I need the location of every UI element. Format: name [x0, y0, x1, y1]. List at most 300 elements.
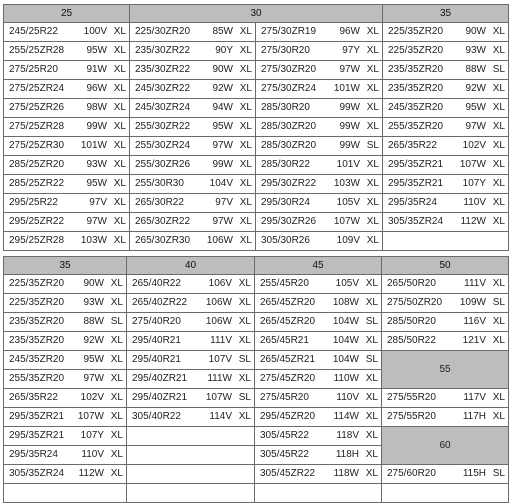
- load-speed-index: 106W: [205, 297, 232, 308]
- tire-size-cell: [4, 80, 130, 99]
- tire-size: 275/55R20: [387, 392, 436, 403]
- load-type: SL: [238, 354, 251, 365]
- load-speed-index: 101W: [333, 83, 360, 94]
- load-type: XL: [239, 121, 252, 132]
- load-speed-index: 104W: [332, 354, 359, 365]
- load-speed-index: 107V: [208, 354, 232, 365]
- tire-size: 265/35R22: [388, 140, 437, 151]
- tire-size: 255/35ZR20: [388, 121, 444, 132]
- load-type: XL: [110, 335, 123, 346]
- tire-size-cell: [4, 23, 130, 42]
- tire-size: 275/30ZR24: [261, 83, 317, 94]
- tire-size-cell: [4, 232, 130, 251]
- tire-size: 255/30ZR26: [135, 159, 191, 170]
- load-type: XL: [239, 26, 252, 37]
- load-speed-index: 93W: [83, 297, 104, 308]
- bottom-size-table: [3, 256, 509, 503]
- load-type: XL: [110, 392, 123, 403]
- tire-size: 275/25R20: [9, 64, 58, 75]
- load-speed-index: 110V: [81, 449, 104, 460]
- load-speed-index: 118W: [333, 468, 359, 479]
- table-row: [4, 294, 509, 313]
- load-speed-index: 99W: [86, 121, 107, 132]
- tire-size-cell: [255, 408, 382, 427]
- tire-size: 275/25ZR30: [9, 140, 65, 151]
- tire-size-cell: [127, 351, 255, 370]
- load-speed-index: 109W: [459, 297, 486, 308]
- tire-size: 265/50R20: [387, 278, 436, 289]
- tire-size-cell: [4, 156, 130, 175]
- load-type: XL: [113, 26, 126, 37]
- tire-size: 225/35ZR20: [388, 45, 444, 56]
- load-type: XL: [110, 430, 123, 441]
- tire-size-cell: [255, 275, 382, 294]
- tire-size: 285/30R22: [261, 159, 310, 170]
- load-type: XL: [238, 411, 251, 422]
- tire-size-cell: [4, 389, 127, 408]
- tire-size-cell: [4, 61, 130, 80]
- load-type: XL: [492, 411, 505, 422]
- tire-size: 275/40R20: [132, 316, 181, 327]
- tire-size-cell: [127, 446, 255, 465]
- load-type: SL: [366, 140, 379, 151]
- tire-size: 305/45ZR22: [260, 468, 316, 479]
- tire-size-cell: [4, 313, 127, 332]
- tire-size: 275/30ZR19: [261, 26, 317, 37]
- tire-size-cell: [256, 61, 383, 80]
- header-aspect-40: 40: [127, 257, 255, 275]
- tire-size-cell: [4, 194, 130, 213]
- load-speed-index: 95W: [212, 121, 233, 132]
- tire-size: 295/25R22: [9, 197, 58, 208]
- table-row: [4, 427, 509, 446]
- tire-size: 285/30R20: [261, 102, 310, 113]
- tire-size-cell: [130, 118, 256, 137]
- load-type: XL: [365, 449, 378, 460]
- load-type: SL: [110, 316, 123, 327]
- load-speed-index: 111V: [210, 335, 232, 346]
- load-speed-index: 85W: [212, 26, 233, 37]
- tire-size: 235/35ZR20: [9, 316, 65, 327]
- tire-size-cell: [127, 370, 255, 389]
- tire-size: 275/55R20: [387, 411, 436, 422]
- load-type: SL: [492, 297, 505, 308]
- tire-size-cell: [256, 137, 383, 156]
- tire-size-cell: [4, 137, 130, 156]
- load-speed-index: 90W: [465, 26, 486, 37]
- tire-size-cell: [382, 332, 509, 351]
- tire-size-cell: [4, 446, 127, 465]
- header-aspect-35: 35: [4, 257, 127, 275]
- tire-size-cell: [255, 427, 382, 446]
- load-type: XL: [239, 216, 252, 227]
- load-type: XL: [492, 278, 505, 289]
- tire-size-cell: [4, 332, 127, 351]
- load-speed-index: 111V: [464, 278, 486, 289]
- tire-size-cell: [383, 42, 509, 61]
- load-type: XL: [239, 83, 252, 94]
- load-speed-index: 95W: [86, 178, 107, 189]
- tire-size-cell: [256, 156, 383, 175]
- tire-size: 295/35ZR21: [388, 159, 444, 170]
- tire-size-cell: [255, 465, 382, 484]
- load-speed-index: 88W: [83, 316, 104, 327]
- load-speed-index: 99W: [339, 102, 360, 113]
- table-row: [4, 23, 509, 42]
- load-type: XL: [366, 197, 379, 208]
- load-type: XL: [110, 373, 123, 384]
- tire-size: 285/30ZR20: [261, 140, 317, 151]
- load-type: XL: [238, 373, 251, 384]
- tire-size-cell: [382, 294, 509, 313]
- load-speed-index: 100V: [83, 26, 107, 37]
- tire-size: 265/30R22: [135, 197, 184, 208]
- load-type: XL: [239, 178, 252, 189]
- load-type: SL: [492, 64, 505, 75]
- load-speed-index: 90W: [212, 64, 233, 75]
- tire-size-cell: [383, 61, 509, 80]
- tire-size-cell: [127, 275, 255, 294]
- load-type: XL: [492, 26, 505, 37]
- load-speed-index: 115H: [462, 468, 486, 479]
- tire-size: 295/30ZR26: [261, 216, 317, 227]
- table-row: [4, 332, 509, 351]
- load-speed-index: 91W: [86, 64, 107, 75]
- tire-size: 285/50R20: [387, 316, 436, 327]
- tire-size: 235/35ZR20: [388, 64, 444, 75]
- load-speed-index: 101V: [336, 159, 360, 170]
- tire-size-cell: [4, 351, 127, 370]
- load-speed-index: 92W: [465, 83, 486, 94]
- table-row: [4, 99, 509, 118]
- load-speed-index: 97W: [339, 64, 360, 75]
- load-type: XL: [365, 430, 378, 441]
- load-type: XL: [366, 235, 379, 246]
- load-type: XL: [366, 121, 379, 132]
- tire-size: 305/30R26: [261, 235, 310, 246]
- tire-size: 295/35R24: [9, 449, 58, 460]
- tire-size: 305/35ZR24: [388, 216, 444, 227]
- load-speed-index: 112W: [460, 216, 486, 227]
- tire-size-cell: [382, 408, 509, 427]
- load-speed-index: 103W: [80, 235, 107, 246]
- load-type: XL: [365, 373, 378, 384]
- tire-size: 265/45R21: [260, 335, 309, 346]
- load-speed-index: 93W: [465, 45, 486, 56]
- load-type: XL: [110, 354, 123, 365]
- load-speed-index: 97W: [86, 216, 107, 227]
- load-type: XL: [366, 64, 379, 75]
- tire-size: 305/45R22: [260, 430, 309, 441]
- tire-size: 295/35R24: [388, 197, 437, 208]
- load-type: XL: [110, 297, 123, 308]
- load-speed-index: 116V: [463, 316, 486, 327]
- load-type: XL: [492, 392, 505, 403]
- load-type: SL: [365, 354, 378, 365]
- load-type: XL: [366, 102, 379, 113]
- load-speed-index: 97V: [215, 197, 233, 208]
- tire-size-cell: [382, 389, 509, 408]
- load-speed-index: 114V: [209, 411, 232, 422]
- load-speed-index: 105V: [336, 197, 360, 208]
- tire-size-cell: [255, 313, 382, 332]
- load-type: SL: [365, 316, 378, 327]
- tire-size-cell: [4, 42, 130, 61]
- tire-size-cell: [4, 213, 130, 232]
- load-type: XL: [113, 197, 126, 208]
- load-type: XL: [492, 335, 505, 346]
- tire-size-cell: [383, 99, 509, 118]
- tire-size: 275/30ZR20: [261, 64, 317, 75]
- load-type: XL: [366, 26, 379, 37]
- tire-size-cell: [382, 465, 509, 484]
- load-speed-index: 121V: [462, 335, 486, 346]
- tire-size: 295/45ZR20: [260, 411, 316, 422]
- tire-size: 225/30ZR20: [135, 26, 191, 37]
- tire-size-cell: [383, 232, 509, 251]
- load-speed-index: 114W: [333, 411, 359, 422]
- table-row: [4, 408, 509, 427]
- load-speed-index: 94W: [212, 102, 233, 113]
- load-type: XL: [239, 140, 252, 151]
- table-row: [4, 175, 509, 194]
- table-row: [4, 465, 509, 484]
- tire-size-cell: [256, 23, 383, 42]
- load-type: SL: [492, 468, 505, 479]
- load-speed-index: 110V: [336, 392, 359, 403]
- load-type: XL: [492, 102, 505, 113]
- tire-size-cell: [256, 118, 383, 137]
- header-aspect-60: 60: [382, 427, 509, 465]
- load-type: XL: [238, 316, 251, 327]
- header-aspect-30: 30: [130, 5, 383, 23]
- tire-size: 225/35ZR20: [388, 26, 444, 37]
- load-type: XL: [113, 83, 126, 94]
- tire-size: 275/50ZR20: [387, 297, 443, 308]
- tire-size-cell: [130, 23, 256, 42]
- load-type: XL: [238, 335, 251, 346]
- tire-size-cell: [383, 118, 509, 137]
- load-speed-index: 106V: [208, 278, 232, 289]
- tire-size: 255/25ZR28: [9, 45, 65, 56]
- tire-size-cell: [4, 275, 127, 294]
- tire-size: 295/30ZR22: [261, 178, 317, 189]
- tire-size: 265/40ZR22: [132, 297, 188, 308]
- load-speed-index: 103W: [333, 178, 360, 189]
- tire-size: 225/35ZR20: [9, 297, 65, 308]
- tire-size-cell: [4, 175, 130, 194]
- tire-size-cell: [383, 137, 509, 156]
- tire-size: 275/30R20: [261, 45, 310, 56]
- load-speed-index: 95W: [83, 354, 104, 365]
- load-speed-index: 117V: [463, 392, 486, 403]
- tire-size: 245/30ZR22: [135, 83, 191, 94]
- table-row: [4, 137, 509, 156]
- tire-size-cell: [130, 156, 256, 175]
- tire-size: 275/25ZR26: [9, 102, 65, 113]
- table-row: [4, 351, 509, 370]
- tire-size: 285/30ZR20: [261, 121, 317, 132]
- load-type: SL: [238, 392, 251, 403]
- tire-size: 245/30ZR24: [135, 102, 191, 113]
- load-type: XL: [238, 297, 251, 308]
- table-row: [4, 61, 509, 80]
- tire-size-cell: [256, 42, 383, 61]
- tire-size: 275/45R20: [260, 392, 309, 403]
- tire-size-cell: [127, 313, 255, 332]
- tire-size-cell: [130, 213, 256, 232]
- load-speed-index: 96W: [86, 83, 107, 94]
- tire-size-cell: [255, 370, 382, 389]
- load-type: XL: [492, 316, 505, 327]
- tire-size-cell: [127, 332, 255, 351]
- load-type: XL: [492, 178, 505, 189]
- load-type: XL: [110, 449, 123, 460]
- tire-size: 295/40R21: [132, 335, 181, 346]
- tire-size: 265/35R22: [9, 392, 58, 403]
- tire-size-cell: [130, 137, 256, 156]
- tire-size-cell: [255, 351, 382, 370]
- load-type: XL: [113, 121, 126, 132]
- tire-size: 295/25ZR28: [9, 235, 65, 246]
- tire-size-cell: [256, 175, 383, 194]
- tire-size: 295/35ZR21: [388, 178, 444, 189]
- load-type: XL: [365, 335, 378, 346]
- load-speed-index: 110V: [463, 197, 486, 208]
- load-type: XL: [238, 278, 251, 289]
- table-row: [4, 232, 509, 251]
- tire-size: 255/30ZR22: [135, 121, 191, 132]
- tire-size-cell: [4, 118, 130, 137]
- load-speed-index: 117H: [462, 411, 486, 422]
- table-row: [4, 194, 509, 213]
- tire-size-cell: [383, 156, 509, 175]
- load-speed-index: 97W: [83, 373, 104, 384]
- load-speed-index: 107W: [333, 216, 360, 227]
- tire-size-cell: [255, 294, 382, 313]
- tire-size-cell: [383, 23, 509, 42]
- load-speed-index: 90Y: [215, 45, 233, 56]
- load-type: XL: [113, 45, 126, 56]
- tire-size-cell: [383, 175, 509, 194]
- tire-size: 295/35ZR21: [9, 411, 65, 422]
- table-row: [4, 80, 509, 99]
- tire-size-cell: [130, 194, 256, 213]
- load-speed-index: 102V: [462, 140, 486, 151]
- load-type: XL: [110, 278, 123, 289]
- tire-size: 275/25ZR28: [9, 121, 65, 132]
- tire-size-cell: [130, 61, 256, 80]
- load-type: XL: [492, 45, 505, 56]
- load-type: XL: [492, 121, 505, 132]
- tire-size-cell: [255, 332, 382, 351]
- tire-size-cell: [4, 408, 127, 427]
- load-type: XL: [365, 278, 378, 289]
- tire-size: 285/25ZR22: [9, 178, 65, 189]
- load-type: XL: [110, 411, 123, 422]
- load-type: XL: [113, 159, 126, 170]
- tire-size: 265/45ZR20: [260, 316, 316, 327]
- load-speed-index: 97V: [89, 197, 107, 208]
- load-type: XL: [113, 216, 126, 227]
- load-speed-index: 106W: [206, 235, 233, 246]
- load-speed-index: 107W: [459, 159, 486, 170]
- load-speed-index: 106W: [205, 316, 232, 327]
- tire-size: 295/30R24: [261, 197, 310, 208]
- tire-size-cell: [4, 370, 127, 389]
- load-speed-index: 105V: [335, 278, 359, 289]
- tire-size: 295/40ZR21: [132, 373, 188, 384]
- load-type: XL: [366, 159, 379, 170]
- load-speed-index: 107Y: [462, 178, 486, 189]
- load-speed-index: 90W: [83, 278, 104, 289]
- load-type: XL: [492, 197, 505, 208]
- load-speed-index: 97W: [465, 121, 486, 132]
- load-speed-index: 101W: [80, 140, 107, 151]
- load-type: XL: [239, 102, 252, 113]
- tire-size: 305/45R22: [260, 449, 309, 460]
- table-row: [4, 313, 509, 332]
- tire-size: 225/35ZR20: [9, 278, 65, 289]
- load-speed-index: 97W: [212, 216, 233, 227]
- tire-size: 245/35ZR20: [9, 354, 65, 365]
- load-type: XL: [366, 45, 379, 56]
- load-type: XL: [239, 64, 252, 75]
- tire-size: 295/25ZR22: [9, 216, 65, 227]
- tire-size: 255/30R30: [135, 178, 184, 189]
- tire-size: 275/60R20: [387, 468, 436, 479]
- tire-size-cell: [127, 427, 255, 446]
- tire-size-cell: [130, 232, 256, 251]
- tire-size: 245/25R22: [9, 26, 58, 37]
- load-type: XL: [492, 83, 505, 94]
- load-speed-index: 108W: [332, 297, 359, 308]
- tire-size: 285/50R22: [387, 335, 436, 346]
- tire-size-cell: [383, 194, 509, 213]
- load-type: XL: [113, 140, 126, 151]
- tire-size-cell: [383, 80, 509, 99]
- tire-size: 265/30ZR22: [135, 216, 191, 227]
- tire-size-cell: [382, 275, 509, 294]
- load-type: XL: [365, 392, 378, 403]
- load-type: XL: [113, 178, 126, 189]
- load-type: XL: [366, 83, 379, 94]
- load-type: XL: [113, 102, 126, 113]
- tire-size: 245/35ZR20: [388, 102, 444, 113]
- header-aspect-25: 25: [4, 5, 130, 23]
- table-row: [4, 275, 509, 294]
- tire-size: 235/35ZR20: [9, 335, 65, 346]
- tire-size-cell: [127, 408, 255, 427]
- load-type: XL: [365, 297, 378, 308]
- load-speed-index: 99W: [212, 159, 233, 170]
- tire-size-cell: [4, 427, 127, 446]
- load-speed-index: 102V: [80, 392, 104, 403]
- tire-size-cell: [255, 446, 382, 465]
- load-type: XL: [492, 216, 505, 227]
- load-speed-index: 96W: [339, 26, 360, 37]
- tire-size: 265/45ZR21: [260, 354, 316, 365]
- tire-size-cell: [127, 294, 255, 313]
- load-type: XL: [365, 411, 378, 422]
- tire-size-cell: [255, 389, 382, 408]
- tire-size: 255/35ZR20: [9, 373, 65, 384]
- load-speed-index: 112W: [78, 468, 104, 479]
- tire-size-cell: [256, 232, 383, 251]
- table-row: [4, 42, 509, 61]
- load-speed-index: 118H: [335, 449, 359, 460]
- load-speed-index: 92W: [83, 335, 104, 346]
